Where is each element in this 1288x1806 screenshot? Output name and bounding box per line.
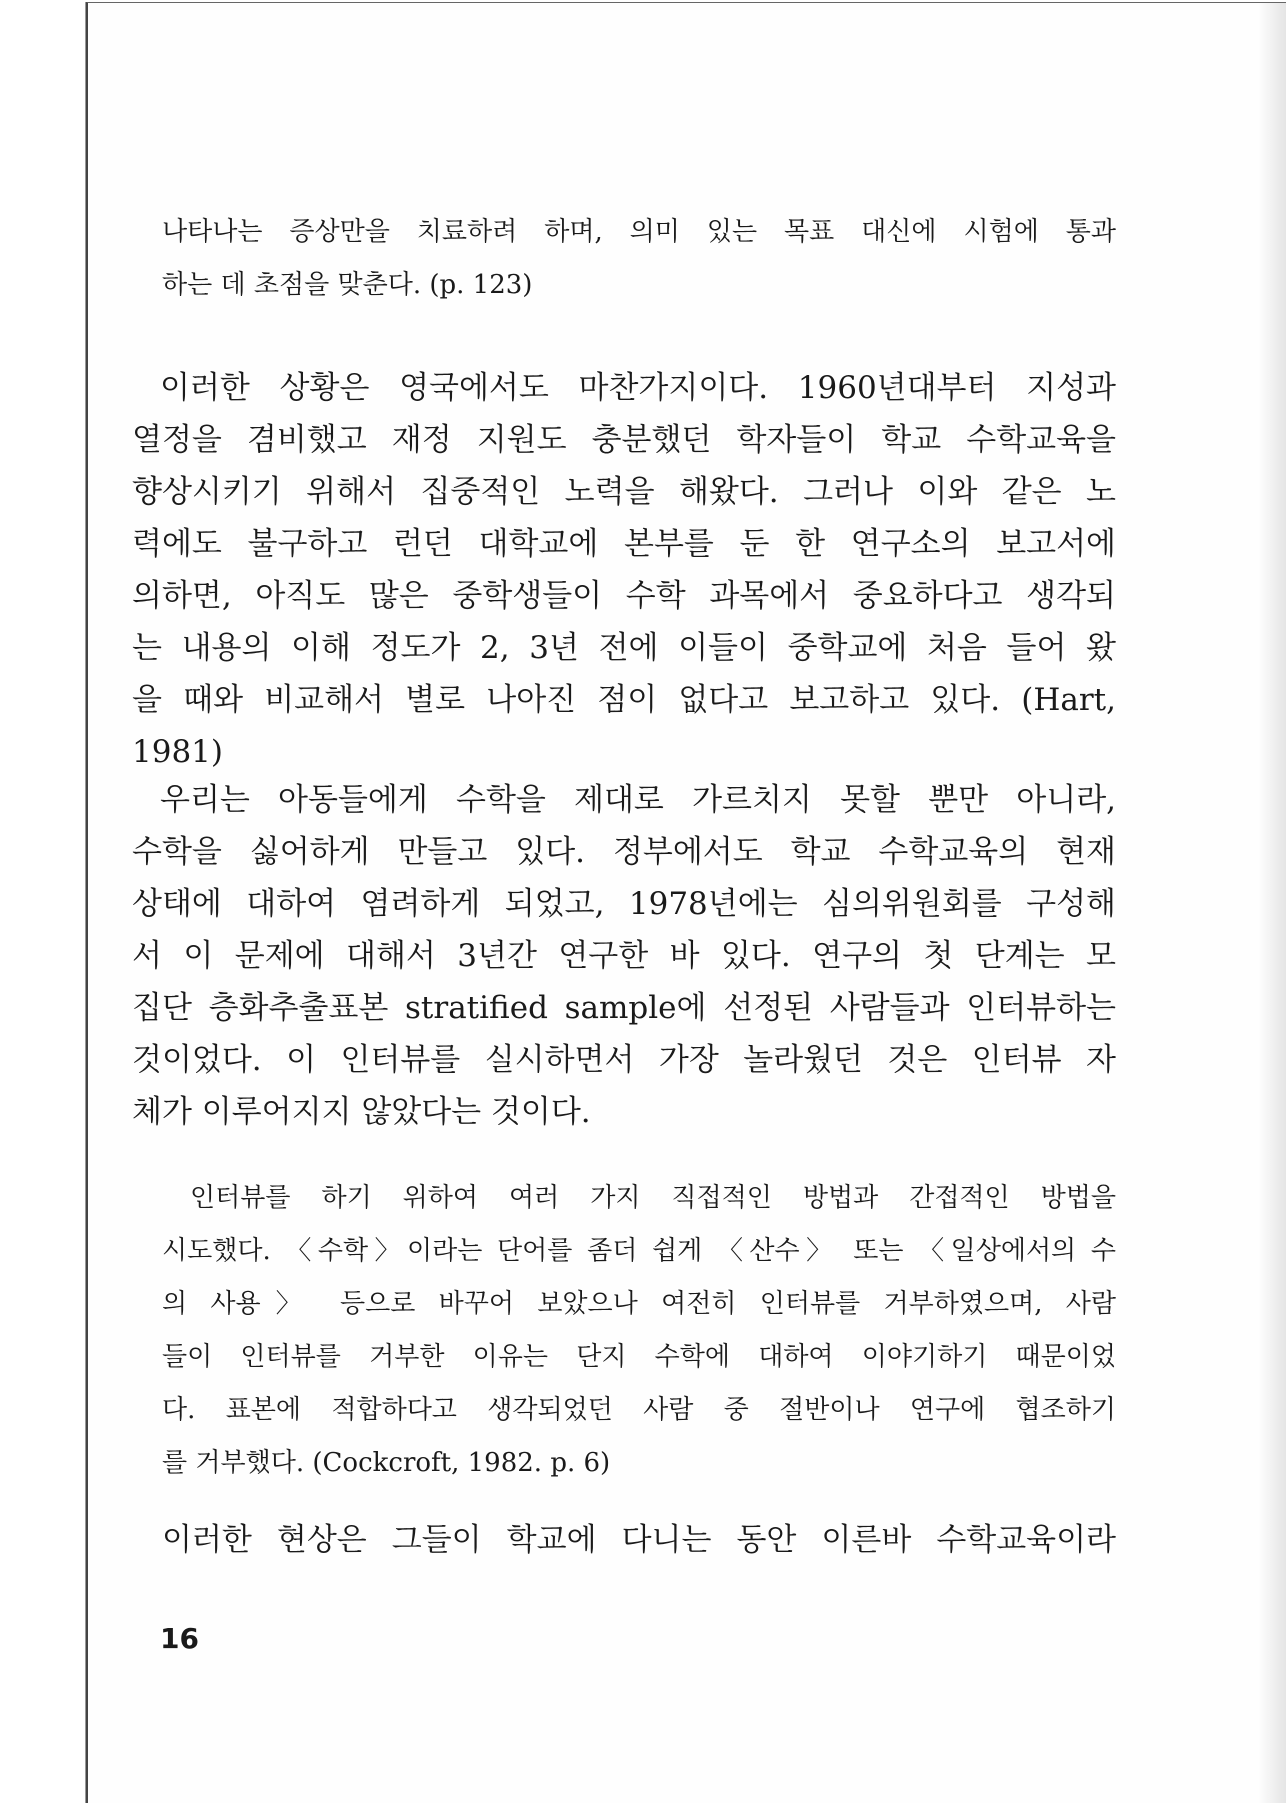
block-quote-1 [162, 206, 1116, 312]
page-number: 16 [160, 1622, 199, 1655]
text-line: 서 이 문제에 대해서 3년간 연구한 바 있다. 연구의 첫 단계는 모 [132, 938, 1116, 974]
text-line: 력에도 불구하고 런던 대학교에 본부를 둔 한 연구소의 보고서에 [132, 526, 1116, 562]
paragraph-1 [132, 362, 1116, 778]
text-line: 수학을 싫어하게 만들고 있다. 정부에서도 학교 수학교육의 현재 [132, 834, 1116, 870]
text-line: 인터뷰를 하기 위하여 여러 가지 직접적인 방법과 간접적인 방법을 [190, 1183, 1116, 1213]
text-line: 들이 인터뷰를 거부한 이유는 단지 수학에 대하여 이야기하기 때문이었 [162, 1342, 1116, 1372]
page-edge-shadow [1258, 3, 1286, 1803]
text-line: 를 거부했다. (Cockcroft, 1982. p. 6) [162, 1448, 611, 1478]
text-line: 집단 층화추출표본 stratified sample에 선정된 사람들과 인터뷰하는 [132, 990, 1116, 1026]
text-line: 다. 표본에 적합하다고 생각되었던 사람 중 절반이나 연구에 협조하기 [162, 1395, 1116, 1425]
text-line: 1981) [132, 734, 223, 770]
text-line: 상태에 대하여 염려하게 되었고, 1978년에는 심의위원회를 구성해 [132, 886, 1116, 922]
text-line: 이러한 현상은 그들이 학교에 다니는 동안 이른바 수학교육이라 [162, 1522, 1116, 1558]
text-line: 향상시키기 위해서 집중적인 노력을 해왔다. 그러나 이와 같은 노 [132, 474, 1116, 510]
block-quote-2 [162, 1172, 1116, 1490]
text-line: 하는 데 초점을 맞춘다. (p. 123) [162, 270, 533, 300]
text-line: 나타나는 증상만을 치료하려 하며, 의미 있는 목표 대신에 시험에 통과 [162, 217, 1116, 247]
text-line: 시도했다. 〈수학〉이라는 단어를 좀더 쉽게 〈산수〉 또는 〈일상에서의 수 [162, 1236, 1116, 1266]
text-line: 우리는 아동들에게 수학을 제대로 가르치지 못할 뿐만 아니라, [160, 782, 1116, 818]
text-line: 것이었다. 이 인터뷰를 실시하면서 가장 놀라웠던 것은 인터뷰 자 [132, 1042, 1116, 1078]
paragraph-2 [132, 774, 1116, 1138]
paragraph-3 [162, 1514, 1116, 1566]
text-line: 의 사용〉 등으로 바꾸어 보았으나 여전히 인터뷰를 거부하였으며, 사람 [162, 1289, 1116, 1319]
text-line: 체가 이루어지지 않았다는 것이다. [132, 1094, 591, 1130]
text-line: 의하면, 아직도 많은 중학생들이 수학 과목에서 중요하다고 생각되 [132, 578, 1116, 614]
text-line: 열정을 겸비했고 재정 지원도 충분했던 학자들이 학교 수학교육을 [132, 422, 1116, 458]
text-line: 을 때와 비교해서 별로 나아진 점이 없다고 보고하고 있다. (Hart, [132, 682, 1116, 718]
text-line: 이러한 상황은 영국에서도 마찬가지이다. 1960년대부터 지성과 [160, 370, 1116, 406]
text-line: 는 내용의 이해 정도가 2, 3년 전에 이들이 중학교에 처음 들어 왔 [132, 630, 1116, 666]
